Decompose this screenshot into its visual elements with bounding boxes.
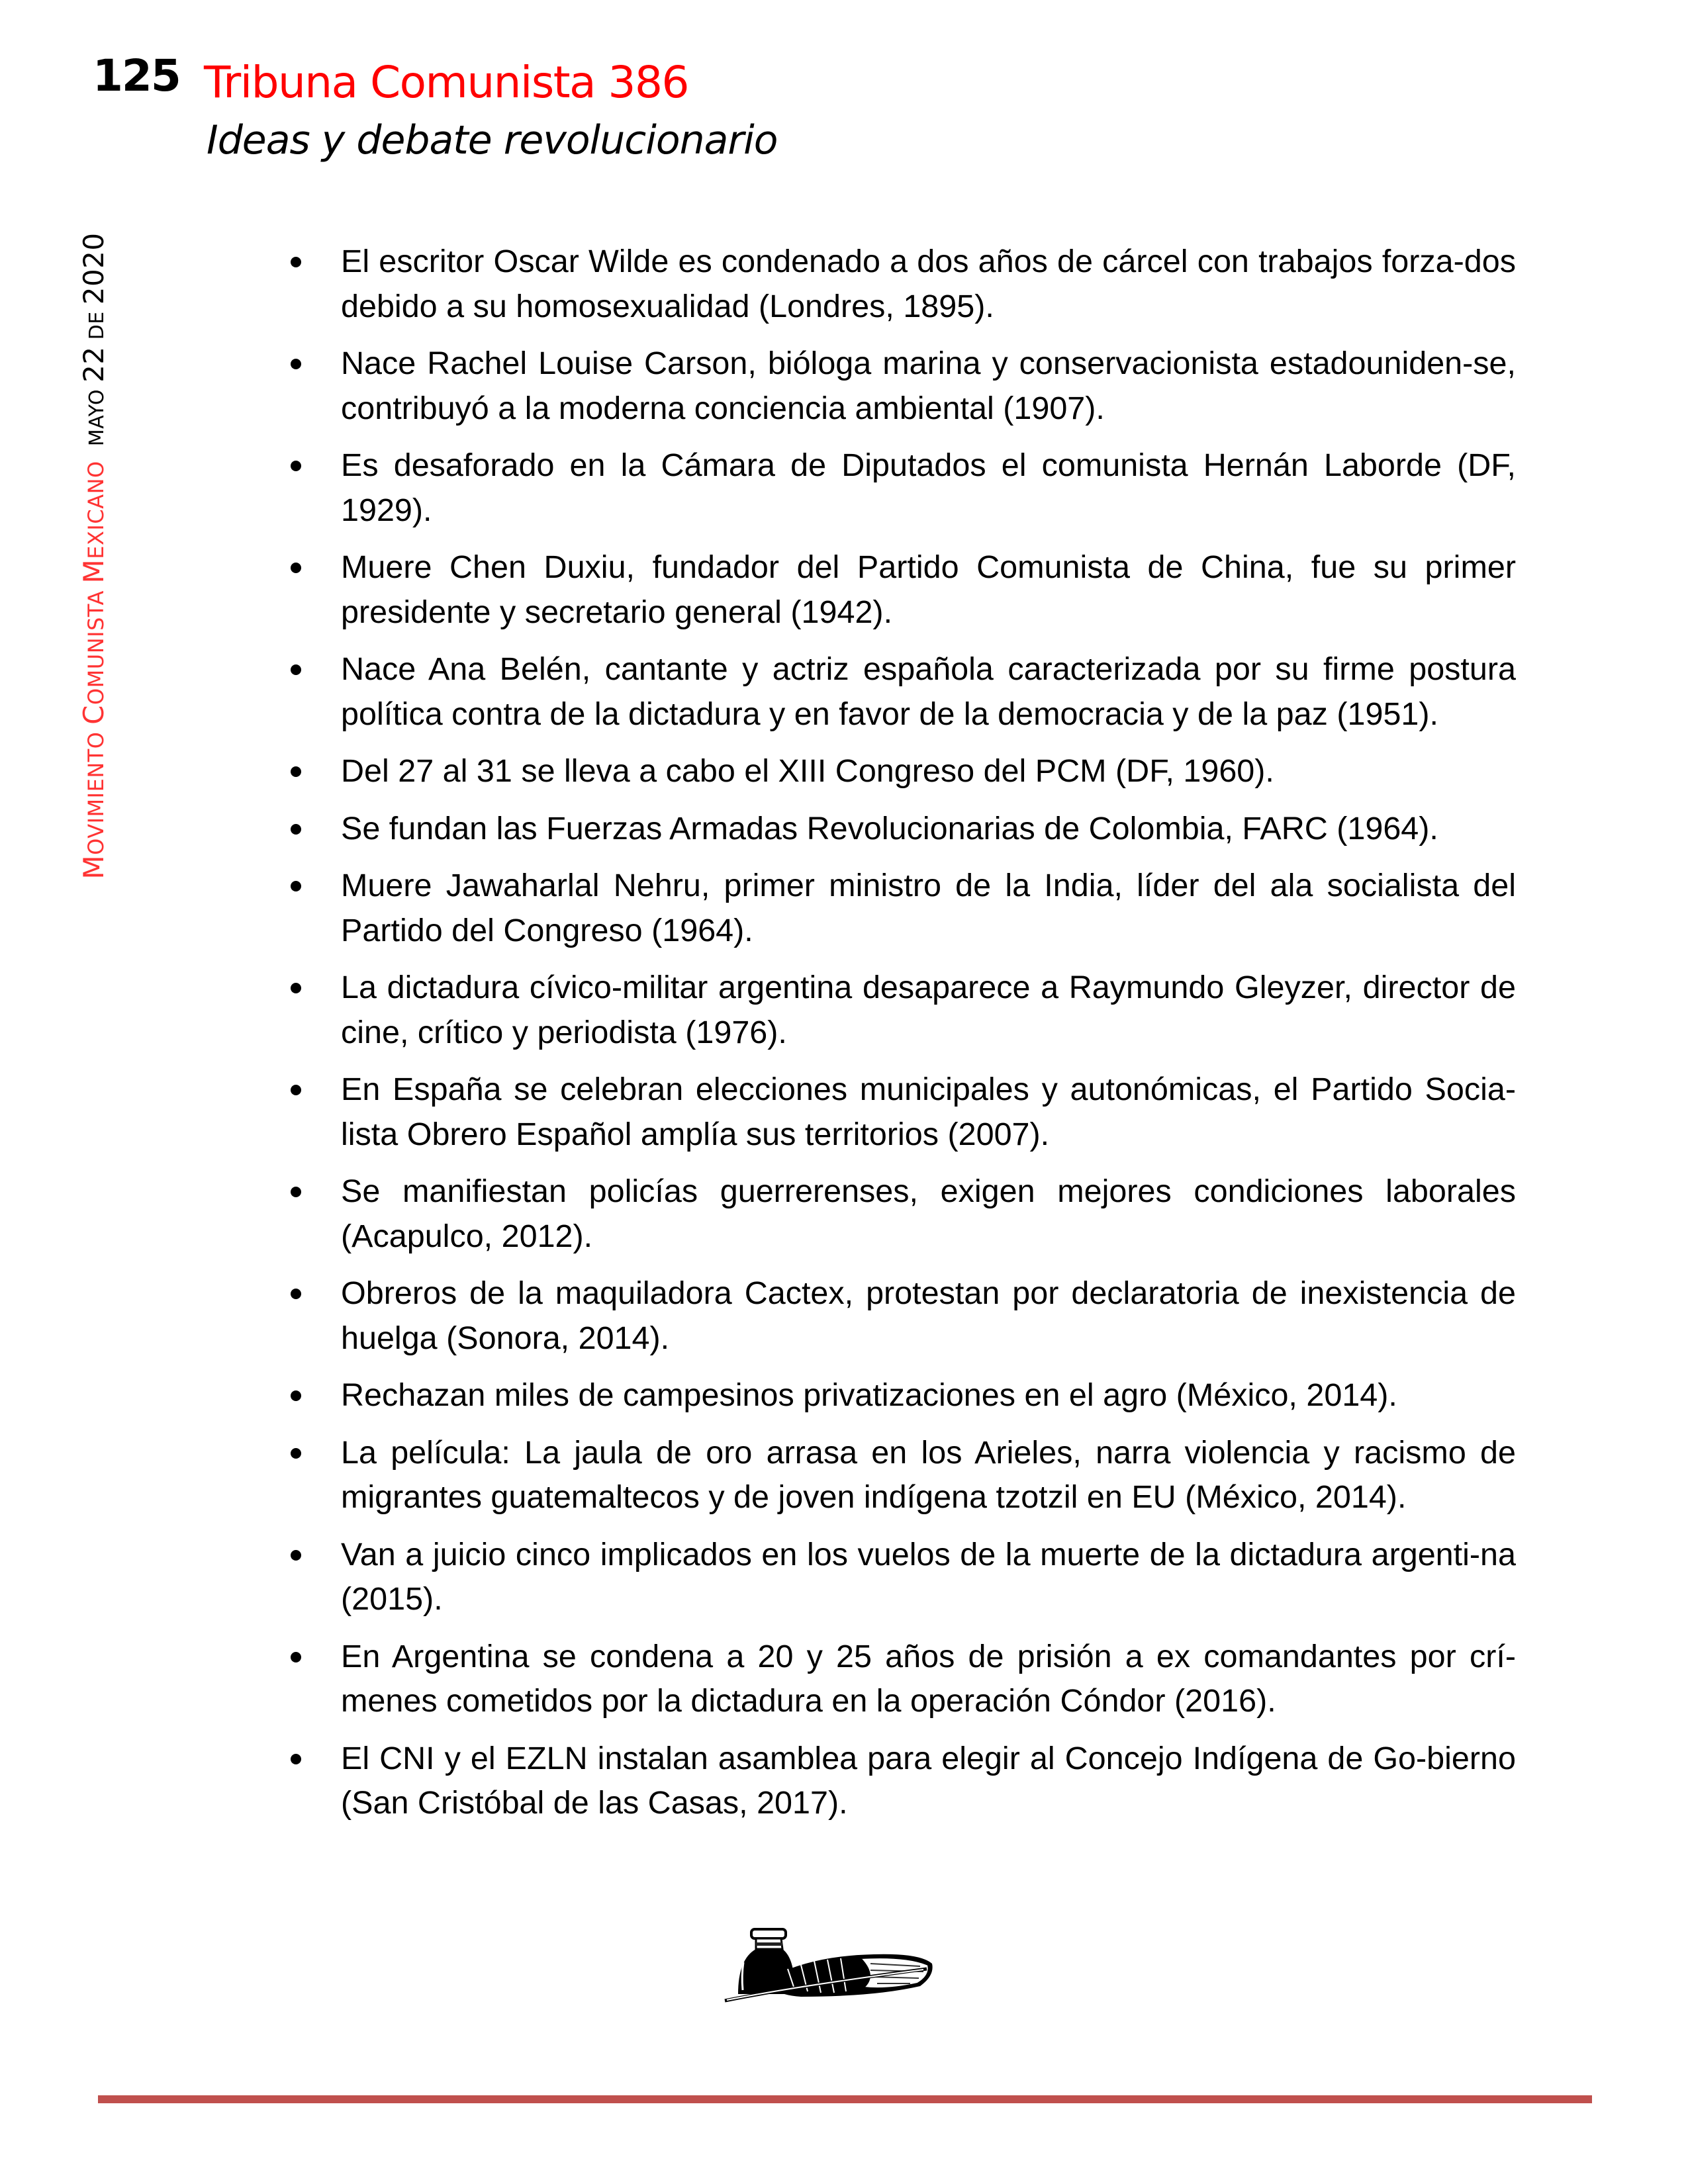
item-text: Es desaforado en la Cámara de Diputados el comunista Hernán Laborde (DF, 1929). [341, 447, 1516, 528]
page-number: 125 [93, 50, 180, 101]
bullet-icon [291, 1085, 301, 1095]
list-item [285, 1431, 1516, 1520]
bullet-icon [291, 359, 301, 369]
footer-rule [98, 2095, 1592, 2103]
date-year: 2020 [77, 232, 110, 305]
vertical-sidebar-caption [77, 232, 110, 880]
date-month: MAYO [85, 382, 109, 447]
bullet-icon [291, 664, 301, 675]
date-de: DE [85, 304, 109, 347]
ephemerides-content [285, 240, 1516, 1839]
list-item [285, 807, 1516, 852]
list-item [285, 1373, 1516, 1418]
item-text: Nace Rachel Louise Carson, bióloga marina y conservacionista estadouniden-se, contribuyó a la moderna conciencia ambiental (1907). [341, 345, 1516, 426]
item-text: Obreros de la maquiladora Cactex, protestan por declaratoria de inexistencia de huelga (Sonora, 2014). [341, 1275, 1516, 1356]
org-initial: M [77, 854, 110, 880]
bullet-icon [291, 1390, 301, 1401]
item-text: La dictadura cívico-militar argentina desaparece a Raymundo Gleyzer, director de cine, crítico y periodista (1976). [341, 970, 1516, 1050]
item-text: Se manifiestan policías guerrerenses, exigen mejores condiciones laborales (Acapulco, 2012). [341, 1173, 1516, 1254]
item-text: La película: La jaula de oro arrasa en los Arieles, narra violencia y racismo de migrantes guatemaltecos y de joven indígena tzotzil en EU (México, 2014). [341, 1434, 1516, 1515]
bullet-icon [291, 1448, 301, 1459]
bullet-icon [291, 1289, 301, 1299]
bullet-icon [291, 1187, 301, 1197]
publication-title: Tribuna Comunista 386 [204, 57, 688, 108]
item-text: Nace Ana Belén, cantante y actriz española caracterizada por su firme postura política contra de la dictadura y en favor de la democracia y de la paz (1951). [341, 651, 1516, 732]
list-item [285, 1737, 1516, 1826]
list-item [285, 966, 1516, 1055]
item-text: En España se celebran elecciones municipales y autonómicas, el Partido Socia-lista Obrero Español amplía sus territorios (2007). [341, 1071, 1516, 1152]
list-item [285, 545, 1516, 635]
org-word: EXICANO [83, 461, 109, 559]
bullet-icon [291, 881, 301, 891]
org-word: OMUNISTA [83, 583, 109, 705]
org-initial: C [77, 705, 110, 725]
list-item [285, 1533, 1516, 1622]
list-item [285, 443, 1516, 533]
bullet-icon [291, 563, 301, 573]
bullet-icon [291, 257, 301, 267]
bullet-icon [291, 824, 301, 835]
org-initial: M [77, 559, 110, 584]
item-text: El escritor Oscar Wilde es condenado a dos años de cárcel con trabajos forza-dos debido a su homosexualidad (Londres, 1895). [341, 244, 1516, 324]
item-text: En Argentina se condena a 20 y 25 años de prisión a ex comandantes por crí-menes cometidos por la dictadura en la operación Cóndor (2016). [341, 1638, 1516, 1719]
bullet-icon [291, 983, 301, 993]
date-day: 22 [77, 346, 110, 383]
item-text: Del 27 al 31 se lleva a cabo el XIII Congreso del PCM (DF, 1960). [341, 753, 1274, 789]
issue-date [77, 232, 111, 447]
item-text: El CNI y el EZLN instalan asamblea para elegir al Concejo Indígena de Go-bierno (San Cristóbal de las Casas, 2017). [341, 1740, 1516, 1821]
publication-subtitle: Ideas y debate revolucionario [207, 117, 778, 163]
ephemerides-list [285, 240, 1516, 1826]
item-text: Muere Jawaharlal Nehru, primer ministro de la India, líder del ala socialista del Partido del Congreso (1964). [341, 868, 1516, 948]
list-item [285, 1169, 1516, 1259]
organization-name [77, 461, 110, 880]
list-item [285, 1271, 1516, 1361]
list-item [285, 864, 1516, 953]
bullet-icon [291, 1754, 301, 1764]
bullet-icon [291, 766, 301, 777]
org-word: OVIMIENTO [83, 724, 109, 855]
list-item [285, 341, 1516, 431]
inkwell-quill-icon [722, 1923, 937, 2005]
list-item [285, 1068, 1516, 1157]
list-item [285, 749, 1516, 794]
item-text: Se fundan las Fuerzas Armadas Revolucionarias de Colombia, FARC (1964). [341, 810, 1438, 846]
bullet-icon [291, 461, 301, 471]
bullet-icon [291, 1550, 301, 1561]
list-item [285, 240, 1516, 329]
list-item [285, 1635, 1516, 1724]
item-text: Van a juicio cinco implicados en los vuelos de la muerte de la dictadura argenti-na (2015). [341, 1536, 1516, 1617]
item-text: Rechazan miles de campesinos privatizaciones en el agro (México, 2014). [341, 1377, 1397, 1413]
bullet-icon [291, 1652, 301, 1662]
list-item [285, 647, 1516, 737]
item-text: Muere Chen Duxiu, fundador del Partido Comunista de China, fue su primer presidente y secretario general (1942). [341, 549, 1516, 630]
